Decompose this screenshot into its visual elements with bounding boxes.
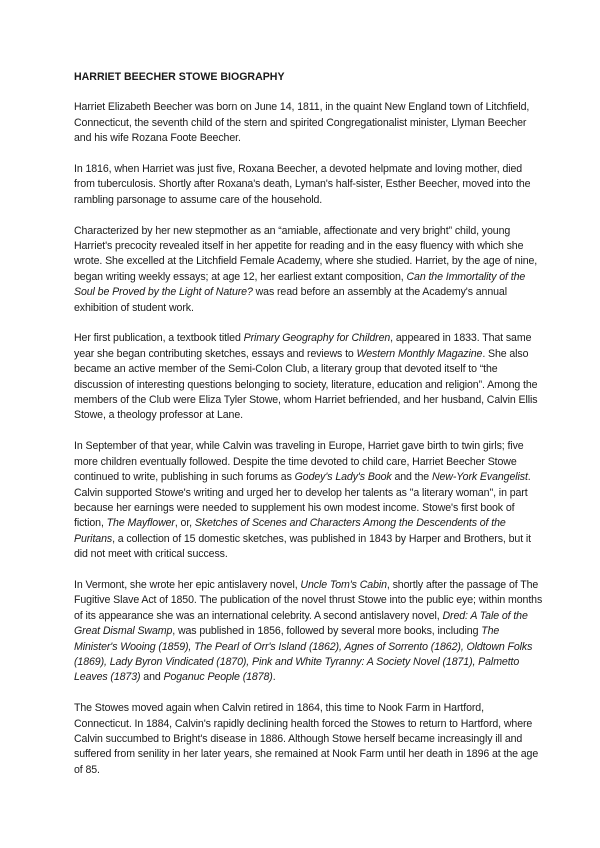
- document-page: [74, 70, 544, 794]
- book-title: Dred: A Tale of the Great Dismal Swamp: [74, 609, 528, 638]
- magazine-title: Western Monthly Magazine: [356, 347, 483, 360]
- text-run: , or,: [174, 517, 195, 530]
- paragraph-birth: Harriet Elizabeth Beecher was born on June 14, 1811, in the quaint New England town of Litchfield, Connecticut, the seventh child of the stern and spirited Congregationalist minister, Llyman Beecher and his wife Rozana Foote Beecher.: [74, 101, 530, 145]
- document-title: HARRIET BEECHER STOWE BIOGRAPHY: [74, 71, 285, 83]
- text-run: Her first publication, a textbook titled: [74, 332, 244, 345]
- paragraph-childhood: [74, 224, 544, 316]
- text-run: .: [272, 671, 276, 684]
- magazine-title: Godey's Lady's Book: [294, 471, 392, 484]
- book-title: Uncle Tom's Cabin: [300, 578, 387, 591]
- book-title: Sketches of Scenes and Characters Among the Descendents of the Puritans: [74, 517, 506, 545]
- text-run: In Vermont, she wrote her epic antislavery novel,: [74, 578, 301, 591]
- magazine-title: New-York Evangelist: [431, 471, 528, 484]
- book-list: The Minister's Wooing (1859), The Pearl of Orr's Island (1862), Agnes of Sorrento (1862), Oldtown Folks (1869), Lady Byron Vindicated (1870), Pink and White Tyranny: A Society Novel (1871), Palmetto Leaves (1873): [74, 625, 533, 684]
- text-run: , appeared in 1833. That same year she began contributing sketches, essays and reviews to: [74, 332, 532, 360]
- paragraph-uncle-toms-cabin: [74, 578, 544, 686]
- text-run: . Calvin supported Stowe's writing and urged her to develop her talents as "a literary woman", in part because her earnings were needed to supplement his own modest income. Stowe's first book of fiction,: [74, 471, 531, 530]
- text-run: , was published in 1856, followed by several more books, including: [172, 625, 482, 638]
- text-run: . She also became an active member of the Semi-Colon Club, a literary group that devoted itself to “the discussion of interesting questions belonging to society, literature, education and religion”. Among the members of the Club were Eliza Tyler Stowe, whom Harriet befriended, and her husband, Calvin Ellis Stowe, a theology professor at Lane.: [74, 347, 538, 422]
- essay-title: Can the Immortality of the Soul be Proved by the Light of Nature?: [74, 270, 526, 299]
- text-run: and the: [391, 471, 432, 484]
- text-run: was read before an assembly at the Academy's annual exhibition of student work.: [74, 286, 507, 314]
- text-run: , shortly after the passage of The Fugitive Slave Act of 1850. The publication of the novel thrust Stowe into the public eye; within months of its appearance she was an international celebrity. A second antislavery novel,: [74, 578, 543, 622]
- paragraph-mother-death: In 1816, when Harriet was just five, Roxana Beecher, a devoted helpmate and loving mother, died from tuberculosis. Shortly after Roxana's death, Lyman's half-sister, Esther Beecher, moved into the rambling parsonage to assume care of the household.: [74, 163, 531, 206]
- book-title: Poganuc People (1878): [163, 671, 273, 684]
- text-run: and: [140, 671, 164, 684]
- text-run: , a collection of 15 domestic sketches, was published in 1843 by Harper and Brothers, but it did not meet with critical success.: [74, 532, 531, 561]
- book-title: The Mayflower: [106, 517, 175, 530]
- text-run: In September of that year, while Calvin was traveling in Europe, Harriet gave birth to twin girls; five more children eventually followed. Despite the time devoted to child care, Harriet Beecher Stowe continued to write, publishing in such forums as: [74, 440, 524, 484]
- text-run: Characterized by her new stepmother as an “amiable, affectionate and very bright” child, young Harriet's precocity revealed itself in her appetite for reading and in the easy fluency with which she wrote. She excelled at the Litchfield Female Academy, where she studied. Harriet, by the age of nine, began writing weekly essays; at age 12, her earliest extant composition,: [74, 224, 538, 283]
- paragraph-family-writing: [74, 439, 544, 562]
- paragraph-later-years: The Stowes moved again when Calvin retired in 1864, this time to Nook Farm in Hartford, Connecticut. In 1884, Calvin's rapidly declining health forced the Stowes to return to Hartford, where Calvin succumbed to Bright's disease in 1886. Although Stowe herself became increasingly ill and suffered from senility in her later years, she remained at Nook Farm until her death in 1896 at the age of 85.: [74, 702, 539, 776]
- book-title: Primary Geography for Children: [243, 332, 391, 345]
- paragraph-first-publication: [74, 331, 544, 423]
